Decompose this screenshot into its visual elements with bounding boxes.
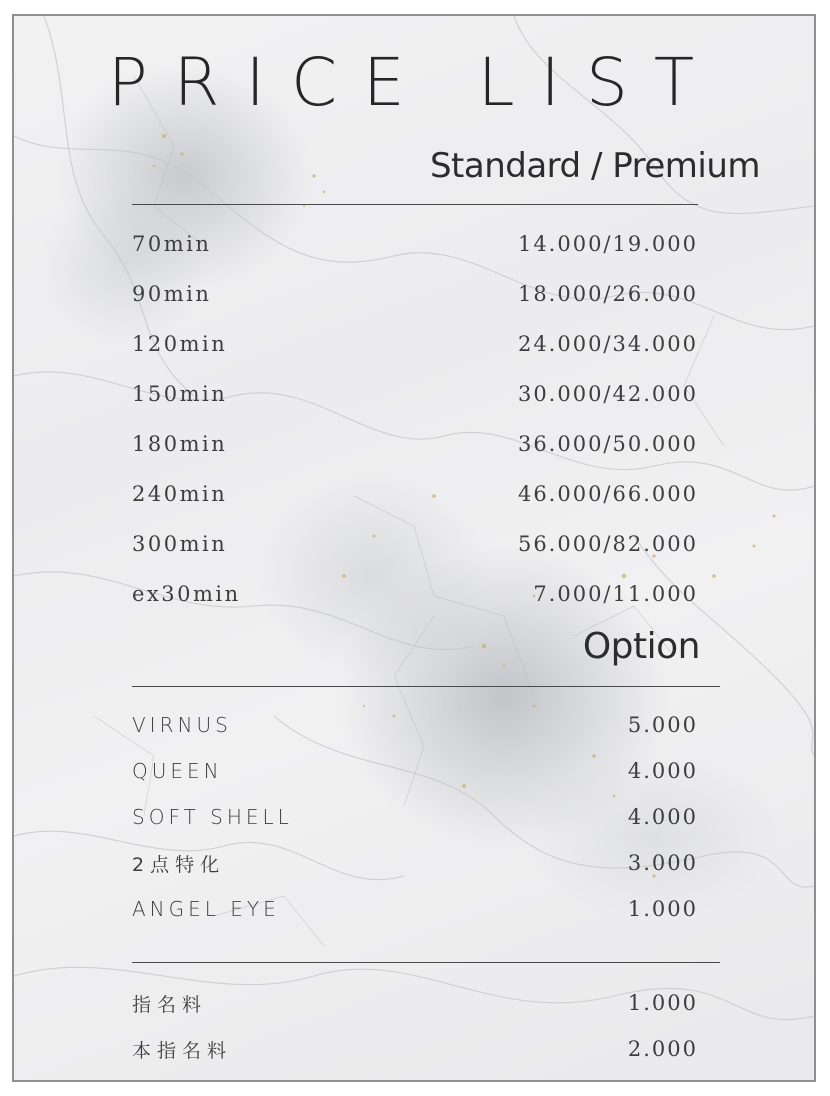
option-price: 4.000 bbox=[627, 759, 698, 783]
fee-price: 2.000 bbox=[627, 1037, 698, 1061]
course-price: 30.000/42.000 bbox=[517, 382, 698, 406]
fee-price: 1.000 bbox=[627, 991, 698, 1015]
price-row bbox=[132, 327, 698, 361]
course-label: 240min bbox=[132, 482, 228, 506]
option-row bbox=[132, 846, 698, 880]
option-price: 3.000 bbox=[627, 851, 698, 875]
option-row bbox=[132, 892, 698, 926]
divider bbox=[132, 962, 720, 963]
option-row bbox=[132, 800, 698, 834]
course-label: 70min bbox=[132, 232, 212, 256]
divider bbox=[132, 686, 720, 687]
option-label: SOFT SHELL bbox=[132, 805, 293, 829]
course-price: 7.000/11.000 bbox=[533, 582, 698, 606]
fee-label: 指名料 bbox=[132, 993, 208, 1016]
price-row bbox=[132, 377, 698, 411]
price-row bbox=[132, 277, 698, 311]
option-section-title: Option bbox=[582, 626, 700, 667]
fee-row bbox=[132, 986, 698, 1020]
price-list-card bbox=[12, 14, 816, 1082]
option-row bbox=[132, 708, 698, 742]
course-price: 56.000/82.000 bbox=[517, 532, 698, 556]
option-price: 1.000 bbox=[627, 897, 698, 921]
option-label: ANGEL EYE bbox=[132, 897, 280, 921]
course-label: 90min bbox=[132, 282, 212, 306]
course-label: ex30min bbox=[132, 582, 241, 606]
course-label: 180min bbox=[132, 432, 228, 456]
course-label: 120min bbox=[132, 332, 228, 356]
fee-row bbox=[132, 1032, 698, 1066]
fee-label: 本指名料 bbox=[132, 1039, 233, 1062]
option-row bbox=[132, 754, 698, 788]
option-price: 5.000 bbox=[627, 713, 698, 737]
price-row bbox=[132, 227, 698, 261]
course-price: 46.000/66.000 bbox=[517, 482, 698, 506]
divider bbox=[132, 204, 698, 205]
course-label: 300min bbox=[132, 532, 228, 556]
option-label: 2点特化 bbox=[132, 853, 226, 876]
option-label: QUEEN bbox=[132, 759, 223, 783]
price-tier-subtitle: Standard / Premium bbox=[429, 146, 760, 186]
option-label: VIRNUS bbox=[132, 713, 232, 737]
price-row bbox=[132, 477, 698, 511]
price-row bbox=[132, 527, 698, 561]
price-row bbox=[132, 577, 698, 611]
course-price: 24.000/34.000 bbox=[517, 332, 698, 356]
course-price: 14.000/19.000 bbox=[517, 232, 698, 256]
course-label: 150min bbox=[132, 382, 228, 406]
price-row bbox=[132, 427, 698, 461]
course-price: 36.000/50.000 bbox=[517, 432, 698, 456]
course-price: 18.000/26.000 bbox=[517, 282, 698, 306]
option-price: 4.000 bbox=[627, 805, 698, 829]
page-title: PRICE LIST bbox=[107, 44, 721, 121]
